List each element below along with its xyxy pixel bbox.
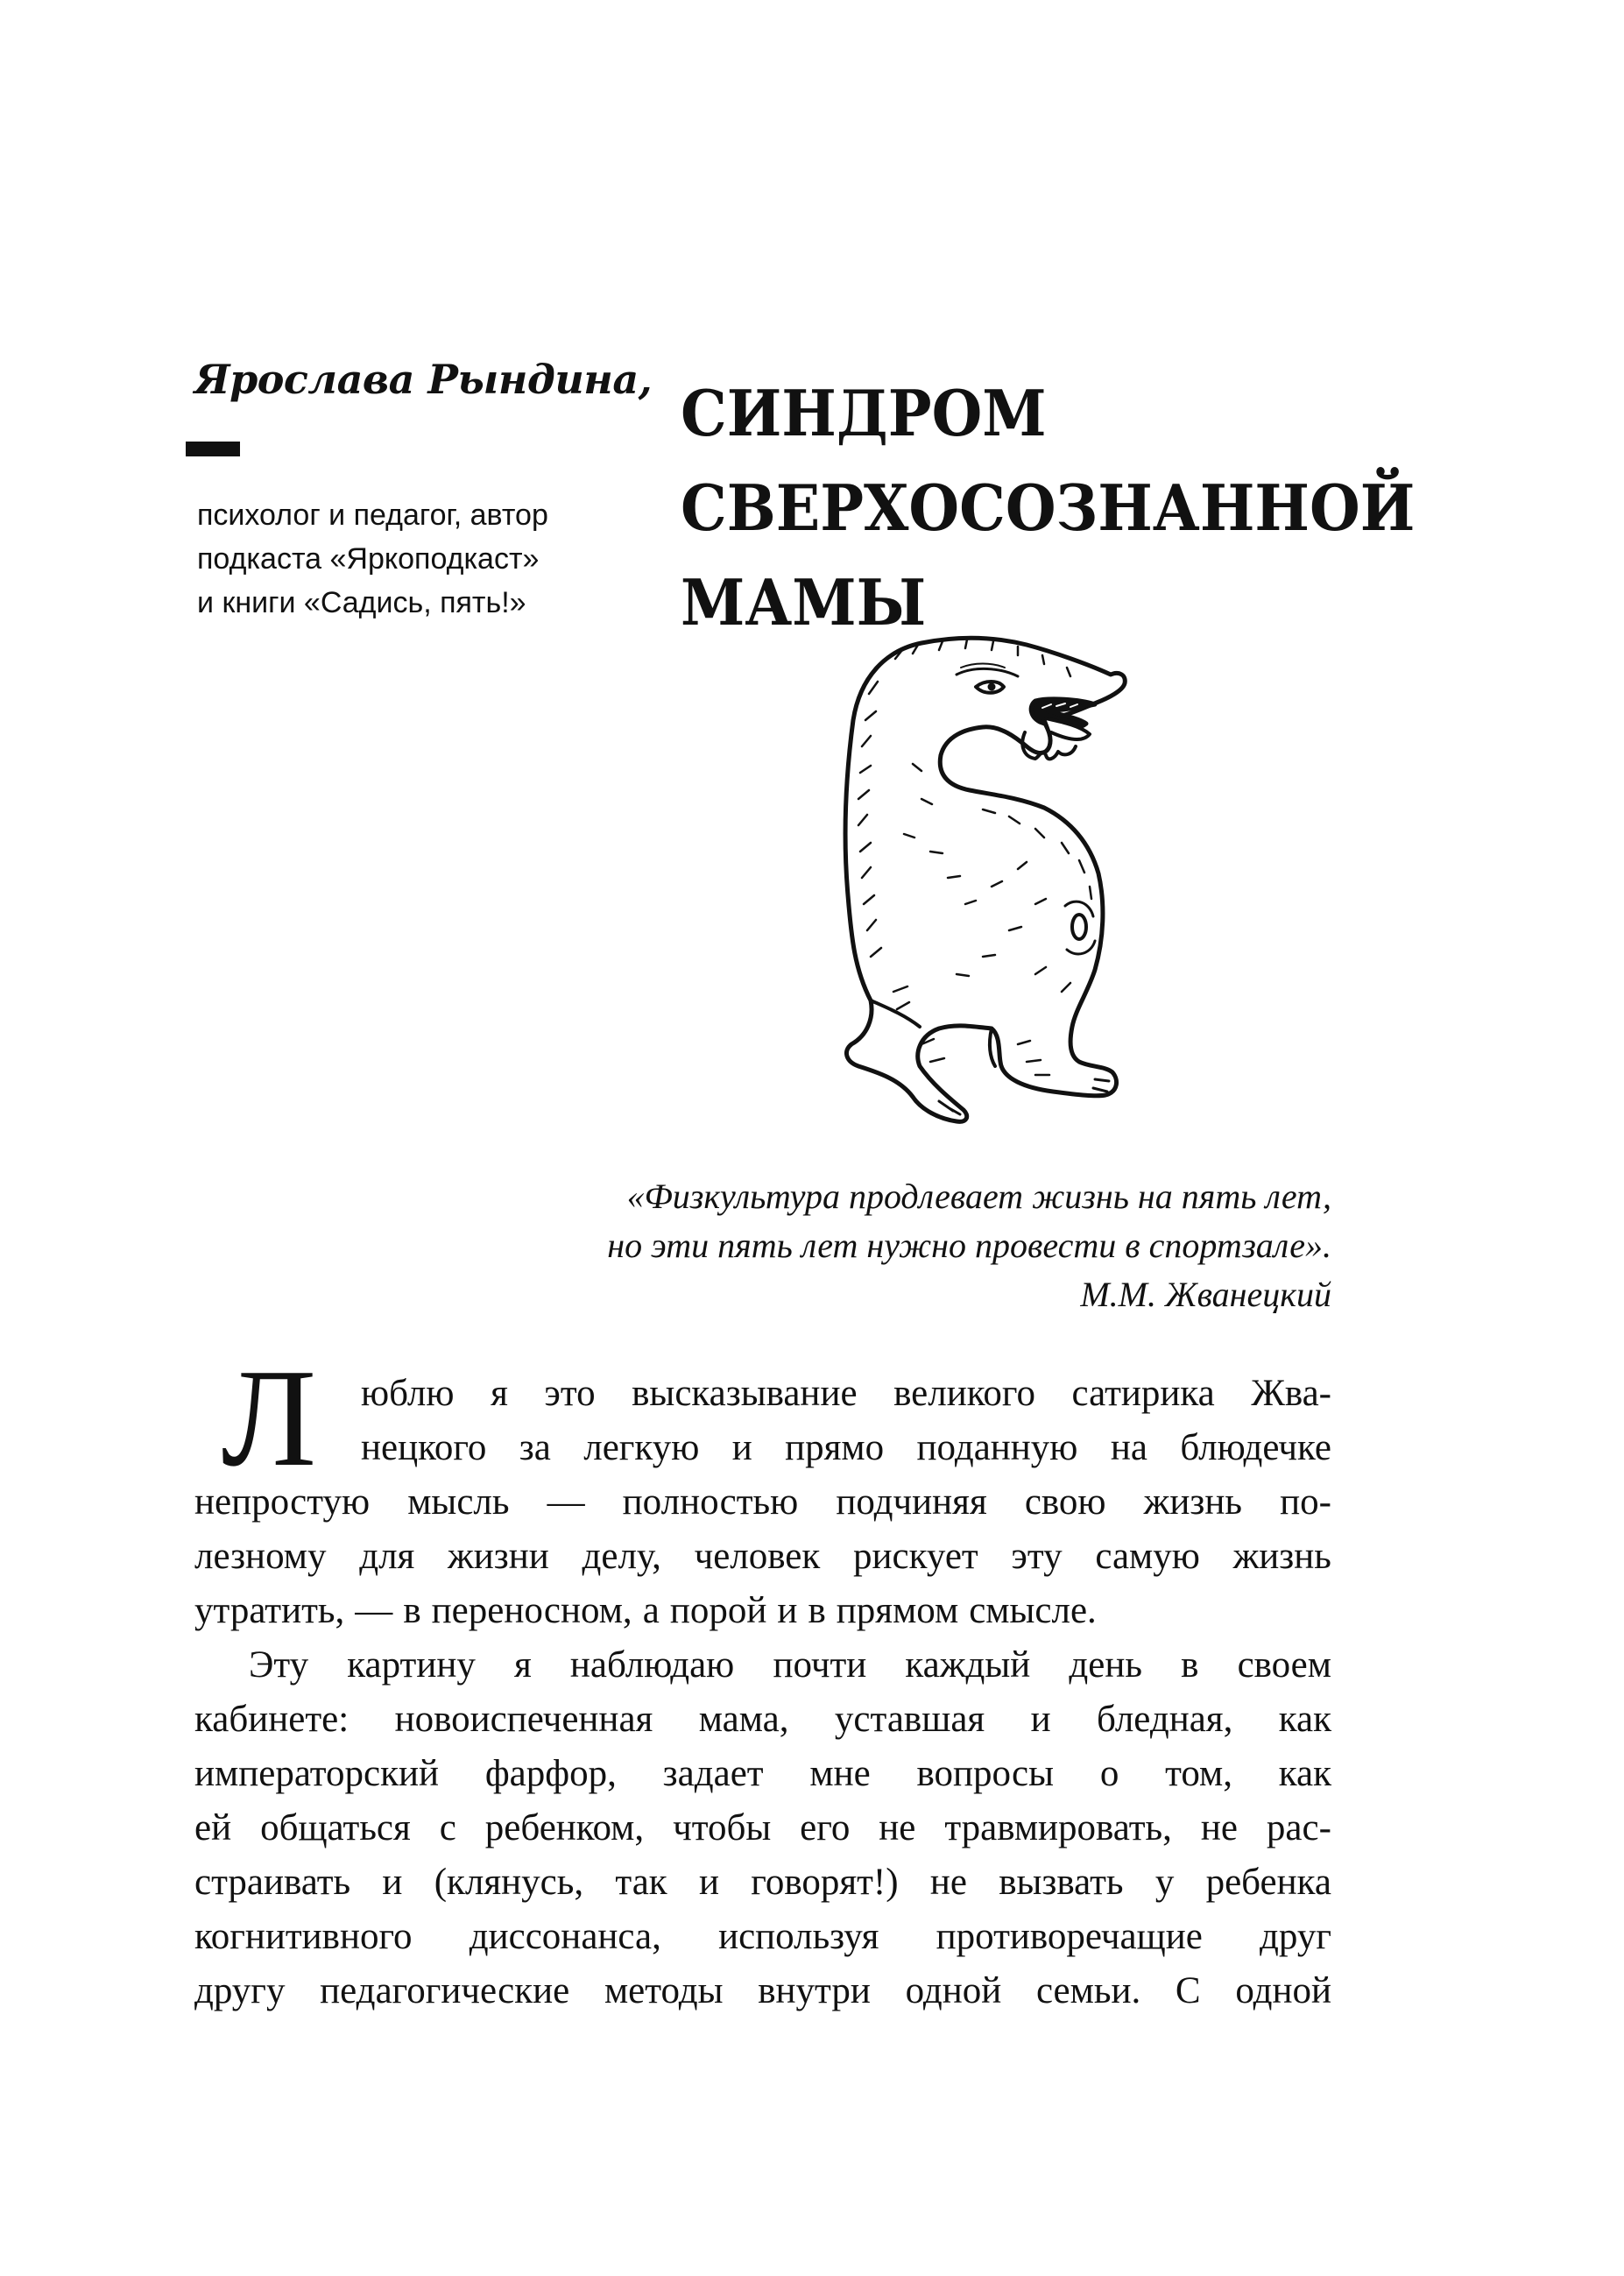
word: переносном, (431, 1590, 632, 1631)
word: рискует (853, 1536, 978, 1577)
word: новоиспеченная (394, 1699, 653, 1740)
text-line (194, 1367, 1331, 1421)
word: кабинете: (194, 1699, 350, 1740)
text-line (194, 1475, 1331, 1530)
word: как (1278, 1699, 1331, 1740)
word: непростую (194, 1481, 371, 1523)
word: (клянусь, (434, 1862, 584, 1903)
word: мысль (407, 1481, 510, 1523)
word: ребенком, (484, 1807, 645, 1848)
text-line (194, 1910, 1331, 1964)
word: о (1099, 1753, 1119, 1794)
word: страивать (194, 1862, 351, 1903)
word: это (544, 1373, 596, 1414)
word: и (698, 1862, 719, 1903)
word: когнитивного (194, 1916, 413, 1957)
word: по- (1280, 1481, 1331, 1523)
text-line (194, 1801, 1331, 1855)
word: поданную (916, 1427, 1078, 1468)
text-line (194, 1693, 1331, 1747)
word: диссонанса, (469, 1916, 661, 1957)
chapter-title (681, 366, 1415, 650)
word: на (1110, 1427, 1147, 1468)
word: противоречащие (936, 1916, 1203, 1957)
word: травмировать, (944, 1807, 1172, 1848)
word: мне (809, 1753, 871, 1794)
word: так (615, 1862, 667, 1903)
word: за (519, 1427, 551, 1468)
word: мама, (698, 1699, 789, 1740)
author-name: Ярослава Рындина, (194, 356, 653, 403)
word: одной (905, 1970, 1002, 2011)
word: день (1069, 1644, 1142, 1686)
word: ей (194, 1807, 232, 1848)
word: я (513, 1644, 532, 1686)
text-line (194, 1421, 1331, 1475)
word: — (355, 1590, 393, 1631)
body-text (194, 1339, 1331, 2018)
word: ребенка (1205, 1862, 1331, 1903)
word: свою (1024, 1481, 1106, 1523)
word: другу (194, 1970, 286, 2011)
word: прямо (785, 1427, 885, 1468)
word: фарфор, (484, 1753, 617, 1794)
word: друг (1260, 1916, 1331, 1957)
word: С (1175, 1970, 1201, 2011)
word: наблюдаю (569, 1644, 735, 1686)
word: жизни (448, 1536, 549, 1577)
word: и (1030, 1699, 1051, 1740)
word: чтобы (673, 1807, 772, 1848)
word: нецкого (361, 1427, 487, 1468)
word: своем (1237, 1644, 1331, 1686)
author-bio-line: подкаста «Яркоподкаст» (197, 542, 540, 576)
word: великого (893, 1373, 1035, 1414)
word: том, (1165, 1753, 1232, 1794)
epigraph-attribution: М.М. Жванецкий (1080, 1275, 1331, 1314)
word: картину (347, 1644, 476, 1686)
text-line (194, 1747, 1331, 1801)
word: легкую (583, 1427, 700, 1468)
word: сатирика (1071, 1373, 1215, 1414)
word: как (1278, 1753, 1331, 1794)
word: блюдечке (1180, 1427, 1331, 1468)
chapter-title-line: СИНДРОМ (681, 376, 1047, 450)
word: вызвать (999, 1862, 1124, 1903)
word: говорят!) (751, 1862, 899, 1903)
word: а (642, 1590, 660, 1631)
word: порой (669, 1590, 767, 1631)
paragraph (194, 1339, 1331, 1638)
word: в (403, 1590, 421, 1631)
word: одной (1235, 1970, 1331, 2011)
word: юблю (361, 1373, 455, 1414)
drop-cap: Л (221, 1339, 317, 1495)
word: подчиняя (836, 1481, 987, 1523)
text-line (194, 1964, 1331, 2018)
word: с (439, 1807, 456, 1848)
word: жизнь (1232, 1536, 1331, 1577)
word: делу, (582, 1536, 661, 1577)
word: утратить, (194, 1590, 345, 1631)
word: прямом (836, 1590, 959, 1631)
word: для (359, 1536, 415, 1577)
word: человек (694, 1536, 821, 1577)
word: и (731, 1427, 752, 1468)
word: смысле. (969, 1590, 1097, 1631)
word: почти (773, 1644, 867, 1686)
author-bio-line: и книги «Садись, пять!» (197, 586, 526, 619)
author-bio-line: психолог и педагог, автор (197, 498, 548, 532)
text-line (194, 1638, 1331, 1693)
word: эту (1011, 1536, 1063, 1577)
word: семьи. (1035, 1970, 1141, 2011)
word: полностью (622, 1481, 799, 1523)
epigraph-line: «Физкультура продлевает жизнь на пять лет, (626, 1177, 1331, 1216)
drop-cap-box (194, 1339, 343, 1495)
text-line (194, 1855, 1331, 1910)
word: и (777, 1590, 798, 1631)
word: его (800, 1807, 851, 1848)
word: я (491, 1373, 508, 1414)
epigraph (607, 1172, 1331, 1319)
word: у (1154, 1862, 1175, 1903)
word: не (1200, 1807, 1238, 1848)
word: вопросы (916, 1753, 1055, 1794)
word: самую (1095, 1536, 1200, 1577)
word: бледная, (1097, 1699, 1233, 1740)
word: в (1181, 1644, 1199, 1686)
word: рас- (1266, 1807, 1331, 1848)
word: жизнь (1143, 1481, 1242, 1523)
word: общаться (260, 1807, 411, 1848)
word: лезному (194, 1536, 327, 1577)
text-line (194, 1584, 1331, 1638)
author-divider (186, 442, 240, 456)
creature-body-outline (845, 638, 1125, 1121)
word: — (547, 1481, 585, 1523)
word: императорский (194, 1753, 440, 1794)
word: педагогические (320, 1970, 570, 2011)
text-line (194, 1530, 1331, 1584)
word: задает (662, 1753, 764, 1794)
epigraph-line: но эти пять лет нужно провести в спортзале». (607, 1226, 1331, 1265)
paragraph (194, 1638, 1331, 2018)
chapter-title-line: МАМЫ (681, 565, 927, 640)
word: в (808, 1590, 826, 1631)
word: методы (604, 1970, 724, 2011)
word: каждый (905, 1644, 1031, 1686)
word: внутри (758, 1970, 871, 2011)
word: не (929, 1862, 967, 1903)
word: Жва- (1251, 1373, 1331, 1414)
word: не (879, 1807, 916, 1848)
chapter-title-line: СВЕРХОСОЗНАННОЙ (681, 470, 1416, 545)
creature-pupil (988, 683, 995, 690)
word: используя (718, 1916, 879, 1957)
word: Эту (249, 1644, 309, 1686)
creature-engraving-icon (816, 624, 1133, 1149)
author-bio (197, 493, 548, 625)
word: уставшая (834, 1699, 985, 1740)
word: и (382, 1862, 403, 1903)
word: высказывание (632, 1373, 858, 1414)
